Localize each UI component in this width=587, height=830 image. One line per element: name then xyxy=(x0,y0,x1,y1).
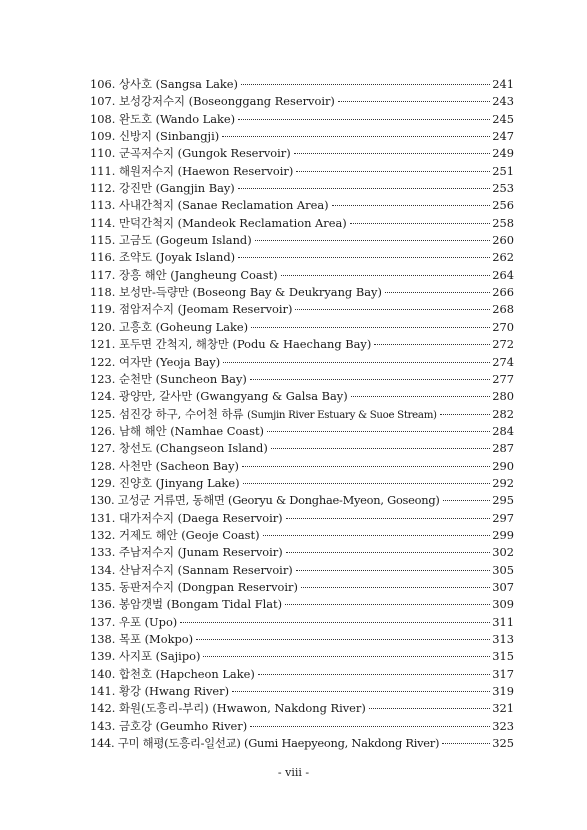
toc-entry-page-number: 319 xyxy=(492,684,514,699)
toc-entry-title xyxy=(90,562,293,579)
toc-entry-title-text: 125. 섬진강 하구, 수어천 하류 xyxy=(90,406,248,421)
toc-entry-title-text: 112. 강진만 (Gangjin Bay) xyxy=(90,181,235,196)
toc-entry-page-number: 272 xyxy=(492,337,514,352)
toc-entry[interactable] xyxy=(90,128,514,145)
toc-entry-title-text: 140. 합천호 (Hapcheon Lake) xyxy=(90,666,255,681)
dot-leader xyxy=(263,535,491,536)
toc-entry-title-text: 131. 대가저수지 (Daega Reservoir) xyxy=(90,510,283,525)
toc-entry-title-text: 118. 보성만-득량만 (Boseong Bay & Deukryang Bay) xyxy=(90,285,382,300)
toc-entry-title-text: 134. 산남저수지 (Sannam Reservoir) xyxy=(90,562,293,577)
dot-leader xyxy=(242,466,490,467)
toc-entry[interactable] xyxy=(90,683,514,700)
toc-entry[interactable] xyxy=(90,735,514,752)
page-number-footer: - viii - xyxy=(277,766,310,779)
toc-entry-title xyxy=(90,700,366,717)
toc-entry-page-number: 258 xyxy=(492,215,514,230)
dot-leader xyxy=(281,275,491,276)
toc-entry-page-number: 274 xyxy=(492,354,514,369)
dot-leader xyxy=(296,171,490,172)
toc-entry-title-text: 142. 화원(도흥리-부리) (Hwawon, Nakdong River) xyxy=(90,701,366,716)
toc-entry[interactable] xyxy=(90,614,514,631)
toc-entry[interactable] xyxy=(90,180,514,197)
dot-leader xyxy=(241,84,490,85)
toc-entry-page-number: 292 xyxy=(492,475,514,490)
toc-entry[interactable] xyxy=(90,232,514,249)
toc-entry[interactable] xyxy=(90,579,514,596)
toc-entry[interactable] xyxy=(90,406,514,423)
dot-leader xyxy=(232,691,490,692)
toc-entry[interactable] xyxy=(90,510,514,527)
toc-entry[interactable] xyxy=(90,215,514,232)
toc-entry[interactable] xyxy=(90,423,514,440)
toc-entry-title-text: 119. 점암저수지 (Jeomam Reservoir) xyxy=(90,302,293,317)
toc-entry-title xyxy=(90,510,283,527)
toc-entry-title-text: 113. 사내간척지 (Sanae Reclamation Area) xyxy=(90,198,329,213)
toc-entry-title xyxy=(90,458,239,475)
toc-entry-title-text: 124. 광양만, 갈사만 (Gwangyang & Galsa Bay) xyxy=(90,389,348,404)
toc-entry[interactable] xyxy=(90,249,514,266)
dot-leader xyxy=(180,622,490,623)
dot-leader xyxy=(222,136,490,137)
toc-entry-title-text: 111. 해원저수지 (Haewon Reservoir) xyxy=(90,163,294,178)
toc-entry-title-text: 122. 여자만 (Yeoja Bay) xyxy=(90,354,221,369)
toc-entry-title xyxy=(90,180,235,197)
toc-entry-title xyxy=(90,232,252,249)
toc-entry-title xyxy=(90,440,268,457)
toc-entry-title xyxy=(90,267,278,284)
dot-leader xyxy=(295,309,490,310)
toc-entry-page-number: 297 xyxy=(492,510,514,525)
toc-entry-page-number: 317 xyxy=(492,666,514,681)
dot-leader xyxy=(271,448,490,449)
dot-leader xyxy=(286,518,491,519)
toc-entry-title xyxy=(90,76,238,93)
toc-entry[interactable] xyxy=(90,301,514,318)
toc-entry[interactable] xyxy=(90,648,514,665)
toc-entry-page-number: 277 xyxy=(492,371,514,386)
toc-entry[interactable] xyxy=(90,93,514,110)
dot-leader xyxy=(443,500,491,501)
toc-entry-title-text: 110. 군곡저수지 (Gungok Reservoir) xyxy=(90,146,291,161)
toc-entry[interactable] xyxy=(90,544,514,561)
toc-entry-title xyxy=(90,371,247,388)
toc-entry-title-text: 106. 상사호 (Sangsa Lake) xyxy=(90,77,238,91)
toc-entry[interactable] xyxy=(90,475,514,492)
toc-entry-title-text: 143. 금호강 (Geumho River) xyxy=(90,718,248,733)
toc-entry[interactable] xyxy=(90,700,514,717)
toc-entry-title-text: 107. 보성강저수지 (Boseonggang Reservoir) xyxy=(90,94,335,109)
toc-entry-title xyxy=(90,215,347,232)
dot-leader xyxy=(374,344,490,345)
dot-leader xyxy=(238,188,491,189)
toc-entry-title xyxy=(90,163,293,180)
toc-entry-page-number: 325 xyxy=(492,736,514,751)
toc-entry[interactable] xyxy=(90,527,514,544)
toc-entry-title xyxy=(90,683,229,700)
toc-entry[interactable] xyxy=(90,718,514,735)
toc-entry-page-number: 262 xyxy=(492,250,514,265)
dot-leader xyxy=(338,101,490,102)
toc-entry[interactable] xyxy=(90,111,514,128)
dot-leader xyxy=(294,153,491,154)
toc-entry-title-text: 137. 우포 (Upo) xyxy=(90,614,178,629)
toc-entry[interactable] xyxy=(90,76,514,93)
toc-entry[interactable] xyxy=(90,284,514,301)
toc-entry-title xyxy=(90,93,335,110)
toc-entry-page-number: 282 xyxy=(492,406,514,421)
toc-entry-title-text: 123. 순천만 (Suncheon Bay) xyxy=(90,371,247,386)
toc-entry-title xyxy=(90,354,220,371)
toc-entry-title-text: 114. 만덕간척지 (Mandeok Reclamation Area) xyxy=(90,215,347,230)
toc-entry[interactable] xyxy=(90,458,514,475)
toc-entry[interactable] xyxy=(90,666,514,683)
toc-entry-title xyxy=(90,319,248,336)
dot-leader xyxy=(442,743,490,744)
toc-entry-title xyxy=(90,145,291,162)
dot-leader xyxy=(369,708,490,709)
toc-entry-title-english: (Sumjin River Estuary & Suoe Stream) xyxy=(247,409,437,421)
toc-entry-page-number: 241 xyxy=(492,77,514,91)
toc-entry-page-number: 264 xyxy=(492,267,514,282)
toc-entry-title-text: 141. 황강 (Hwang River) xyxy=(90,684,230,699)
toc-entry-title xyxy=(90,301,292,318)
toc-entry[interactable] xyxy=(90,197,514,214)
toc-entry-page-number: 245 xyxy=(492,111,514,126)
toc-entry-page-number: 323 xyxy=(492,718,514,733)
toc-entry[interactable] xyxy=(90,562,514,579)
dot-leader xyxy=(238,257,490,258)
toc-entry-page-number: 315 xyxy=(492,649,514,664)
dot-leader xyxy=(285,604,490,605)
toc-entry-title xyxy=(90,596,282,613)
toc-entry-title xyxy=(90,197,329,214)
dot-leader xyxy=(196,639,490,640)
toc-entry-title-text: 121. 포두면 간척지, 해창만 (Podu & Haechang Bay) xyxy=(90,337,372,352)
toc-entry-page-number: 284 xyxy=(492,423,514,438)
dot-leader xyxy=(267,431,490,432)
dot-leader xyxy=(332,205,491,206)
toc-entry[interactable] xyxy=(90,631,514,648)
toc-entry-page-number: 299 xyxy=(492,527,514,542)
toc-entry-page-number: 253 xyxy=(492,181,514,196)
toc-entry-title xyxy=(90,631,193,648)
toc-entry-page-number: 311 xyxy=(492,614,514,629)
toc-entry-page-number: 270 xyxy=(492,319,514,334)
toc-entry-page-number: 307 xyxy=(492,579,514,594)
toc-entry-title xyxy=(90,718,247,735)
dot-leader xyxy=(238,119,490,120)
toc-entry-title-text: 136. 봉암갯벌 (Bongam Tidal Flat) xyxy=(90,597,283,612)
toc-entry[interactable] xyxy=(90,319,514,336)
toc-entry-title-text: 126. 남해 해안 (Namhae Coast) xyxy=(90,423,264,438)
toc-entry-page-number: 247 xyxy=(492,129,514,144)
toc-entry[interactable] xyxy=(90,354,514,371)
toc-entry-title xyxy=(90,579,298,596)
toc-entry-title xyxy=(90,406,437,424)
toc-entry-title-text: 115. 고금도 (Gogeum Island) xyxy=(90,233,252,248)
toc-entry-title-text: 109. 신방지 (Sinbangji) xyxy=(90,129,220,144)
toc-entry-title-text: 116. 조약도 (Joyak Island) xyxy=(90,250,236,265)
toc-entry-title xyxy=(90,735,439,752)
toc-entry[interactable] xyxy=(90,163,514,180)
toc-entry-title-text: 138. 목포 (Mokpo) xyxy=(90,632,194,646)
toc-entry-title xyxy=(90,527,260,544)
toc-entry-page-number: 268 xyxy=(492,302,514,317)
toc-entry-title-text: 139. 사지포 (Sajipo) xyxy=(90,649,201,664)
toc-entry[interactable] xyxy=(90,492,514,509)
toc-entry[interactable] xyxy=(90,440,514,457)
toc-entry-page-number: 305 xyxy=(492,562,514,577)
dot-leader xyxy=(301,587,490,588)
toc-entry-title-text: 132. 거제도 해안 (Geoje Coast) xyxy=(90,527,260,542)
toc-entry-title xyxy=(90,666,255,683)
dot-leader xyxy=(350,223,491,224)
dot-leader xyxy=(296,570,491,571)
dot-leader xyxy=(385,292,490,293)
toc-entry-title xyxy=(90,111,235,128)
dot-leader xyxy=(258,674,490,675)
toc-entry-page-number: 249 xyxy=(492,146,514,161)
dot-leader xyxy=(351,396,491,397)
toc-entry-page-number: 302 xyxy=(492,545,514,560)
toc-entry-title-text: 144. 구미 해평(도흥리-일선교) (Gumi Haepyeong, Nakdong River) xyxy=(90,736,440,751)
toc-entry[interactable] xyxy=(90,388,514,405)
toc-entry-title xyxy=(90,249,235,266)
toc-entry-title xyxy=(90,284,382,301)
toc-entry-title-text: 128. 사천만 (Sacheon Bay) xyxy=(90,458,239,473)
toc-entry[interactable] xyxy=(90,596,514,613)
table-of-contents xyxy=(90,76,514,752)
dot-leader xyxy=(250,726,490,727)
toc-entry-title xyxy=(90,128,219,145)
dot-leader xyxy=(203,656,490,657)
toc-entry-title-text: 127. 창선도 (Changseon Island) xyxy=(90,441,268,456)
toc-entry-title xyxy=(90,423,264,440)
toc-entry-title-text: 120. 고흥호 (Goheung Lake) xyxy=(90,319,249,334)
dot-leader xyxy=(223,362,490,363)
toc-entry-page-number: 266 xyxy=(492,285,514,300)
dot-leader xyxy=(243,483,491,484)
toc-entry-page-number: 280 xyxy=(492,389,514,404)
toc-entry-title xyxy=(90,544,283,561)
dot-leader xyxy=(250,379,490,380)
toc-entry-title-text: 129. 진양호 (Jinyang Lake) xyxy=(90,475,240,490)
dot-leader xyxy=(255,240,491,241)
toc-entry-title-text: 133. 주남저수지 (Junam Reservoir) xyxy=(90,545,283,560)
toc-entry[interactable] xyxy=(90,336,514,353)
toc-entry-title xyxy=(90,388,348,405)
toc-entry-page-number: 243 xyxy=(492,94,514,109)
toc-entry-page-number: 321 xyxy=(492,701,514,716)
toc-entry-title-text: 130. 고성군 거류면, 동해면 (Georyu & Donghae-Myeon, Goseong) xyxy=(90,493,440,508)
toc-entry[interactable] xyxy=(90,145,514,162)
dot-leader xyxy=(251,327,490,328)
toc-entry-title-text: 117. 장흥 해안 (Jangheung Coast) xyxy=(90,267,278,282)
toc-entry-page-number: 260 xyxy=(492,233,514,248)
toc-entry-title xyxy=(90,648,200,665)
toc-entry-page-number: 290 xyxy=(492,458,514,473)
toc-entry[interactable] xyxy=(90,267,514,284)
toc-entry-page-number: 309 xyxy=(492,597,514,612)
toc-entry-page-number: 251 xyxy=(492,163,514,178)
toc-entry-page-number: 287 xyxy=(492,441,514,456)
toc-entry-title-text: 108. 완도호 (Wando Lake) xyxy=(90,111,236,126)
toc-entry-page-number: 313 xyxy=(492,632,514,646)
toc-entry-title-text: 135. 동판저수지 (Dongpan Reservoir) xyxy=(90,579,298,594)
toc-entry-title xyxy=(90,475,240,492)
toc-entry-title xyxy=(90,614,177,631)
dot-leader xyxy=(286,552,491,553)
toc-entry-page-number: 295 xyxy=(492,493,514,508)
toc-entry-title xyxy=(90,492,440,509)
dot-leader xyxy=(440,414,491,415)
toc-entry-title xyxy=(90,336,371,353)
toc-entry-page-number: 256 xyxy=(492,198,514,213)
toc-entry[interactable] xyxy=(90,371,514,388)
